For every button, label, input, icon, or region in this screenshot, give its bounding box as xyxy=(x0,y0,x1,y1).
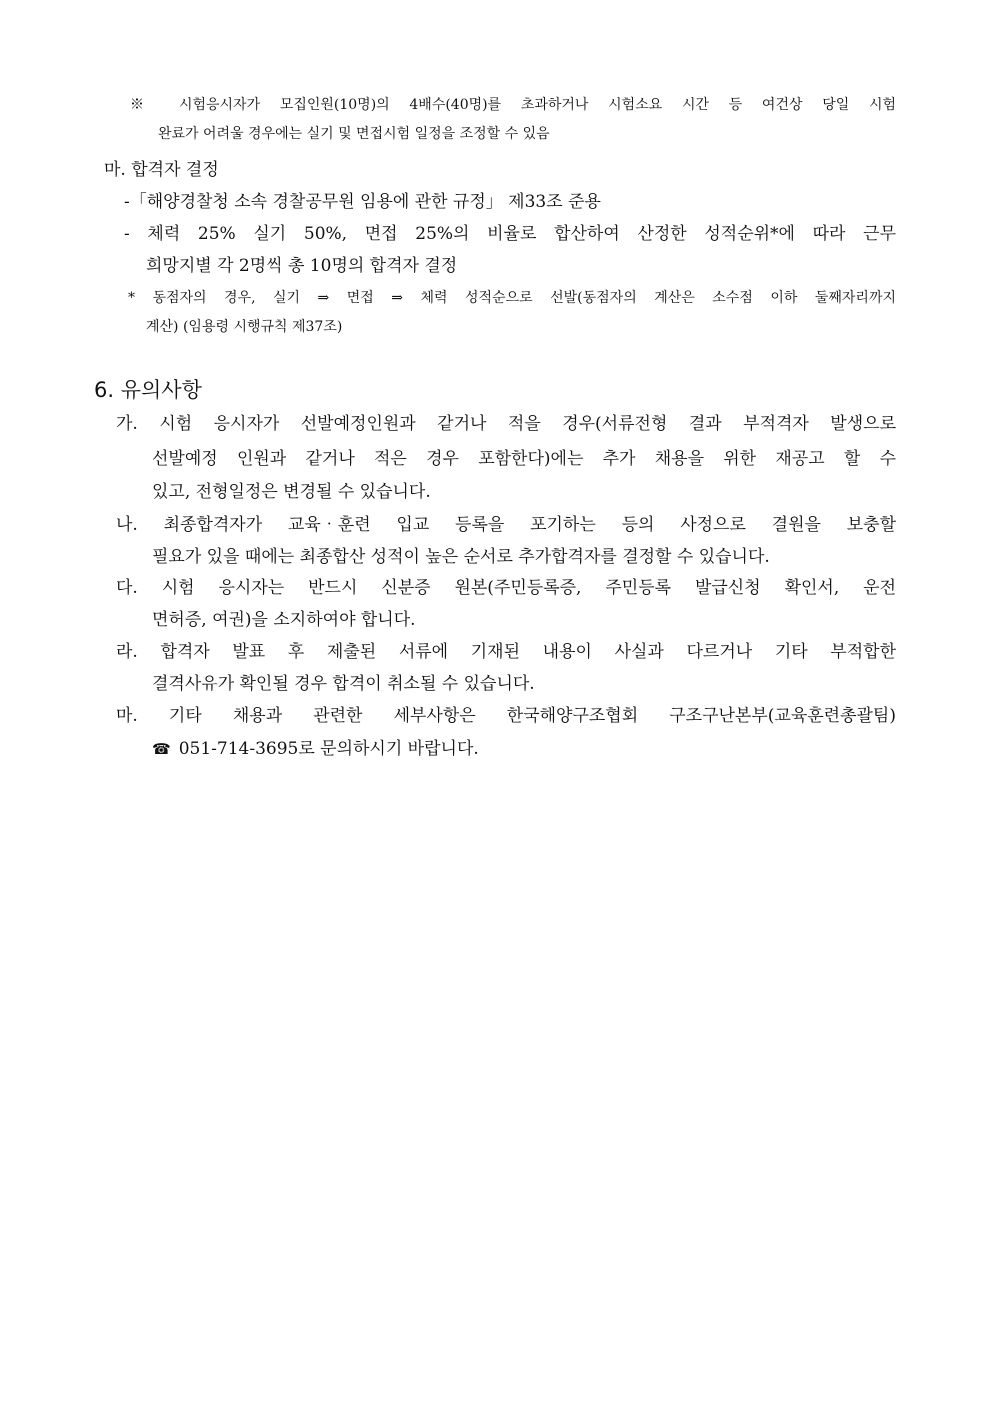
section-heading-notes: 6. 유의사항 xyxy=(94,378,202,402)
score-ratio-line1: - 체력 25% 실기 50%, 면접 25%의 비율로 합산하여 산정한 성적순위*에 따라 근무 xyxy=(124,224,896,244)
section-heading-pass-decision: 마. 합격자 결정 xyxy=(104,160,219,180)
schedule-note-line1: ※ 시험응시자가 모집인원(10명)의 4배수(40명)를 초과하거나 시험소요 시간 등 여건상 당일 시험 xyxy=(130,97,896,113)
score-ratio-line2: 희망지별 각 2명씩 총 10명의 합격자 결정 xyxy=(146,256,458,276)
note-ga-line1: 가. 시험 응시자가 선발예정인원과 같거나 적을 경우(서류전형 결과 부적격자 발생으로 xyxy=(116,414,896,434)
note-na-line2: 필요가 있을 때에는 최종합산 성적이 높은 순서로 추가합격자를 결정할 수 있습니다. xyxy=(152,547,770,567)
note-ga-line2: 선발예정 인원과 같거나 적은 경우 포함한다)에는 추가 채용을 위한 재공고 할 수 xyxy=(152,449,896,469)
note-ma-line1: 마. 기타 채용과 관련한 세부사항은 한국해양구조협회 구조구난본부(교육훈련총괄팀) xyxy=(116,706,896,726)
regulation-reference: -「해양경찰청 소속 경찰공무원 임용에 관한 규정」 제33조 준용 xyxy=(124,192,601,212)
note-da-line2: 면허증, 여권)을 소지하여야 합니다. xyxy=(152,610,416,630)
tie-break-footnote-line2: 계산) (임용령 시행규칙 제37조) xyxy=(146,319,343,335)
note-da-line1: 다. 시험 응시자는 반드시 신분증 원본(주민등록증, 주민등록 발급신청 확인서, 운전 xyxy=(116,578,896,598)
note-na-line1: 나. 최종합격자가 교육‧훈련 입교 등록을 포기하는 등의 사정으로 결원을 보충할 xyxy=(116,515,896,535)
note-ga-line3: 있고, 전형일정은 변경될 수 있습니다. xyxy=(152,482,431,502)
note-ra-line2: 결격사유가 확인될 경우 합격이 취소될 수 있습니다. xyxy=(152,674,535,694)
note-ma-line2 xyxy=(152,734,479,759)
note-ra-line1: 라. 합격자 발표 후 제출된 서류에 기재된 내용이 사실과 다르거나 기타 부적합한 xyxy=(116,642,896,662)
contact-phone-text: 051-714-3695로 문의하시기 바랍니다. xyxy=(178,739,479,759)
schedule-note-line2: 완료가 어려울 경우에는 실기 및 면접시험 일정을 조정할 수 있음 xyxy=(158,126,550,142)
phone-icon: ☎ xyxy=(152,740,171,758)
tie-break-footnote-line1: * 동점자의 경우, 실기 ⇒ 면접 ⇒ 체력 성적순으로 선발(동점자의 계산은 소수점 이하 둘째자리까지 xyxy=(128,290,896,306)
